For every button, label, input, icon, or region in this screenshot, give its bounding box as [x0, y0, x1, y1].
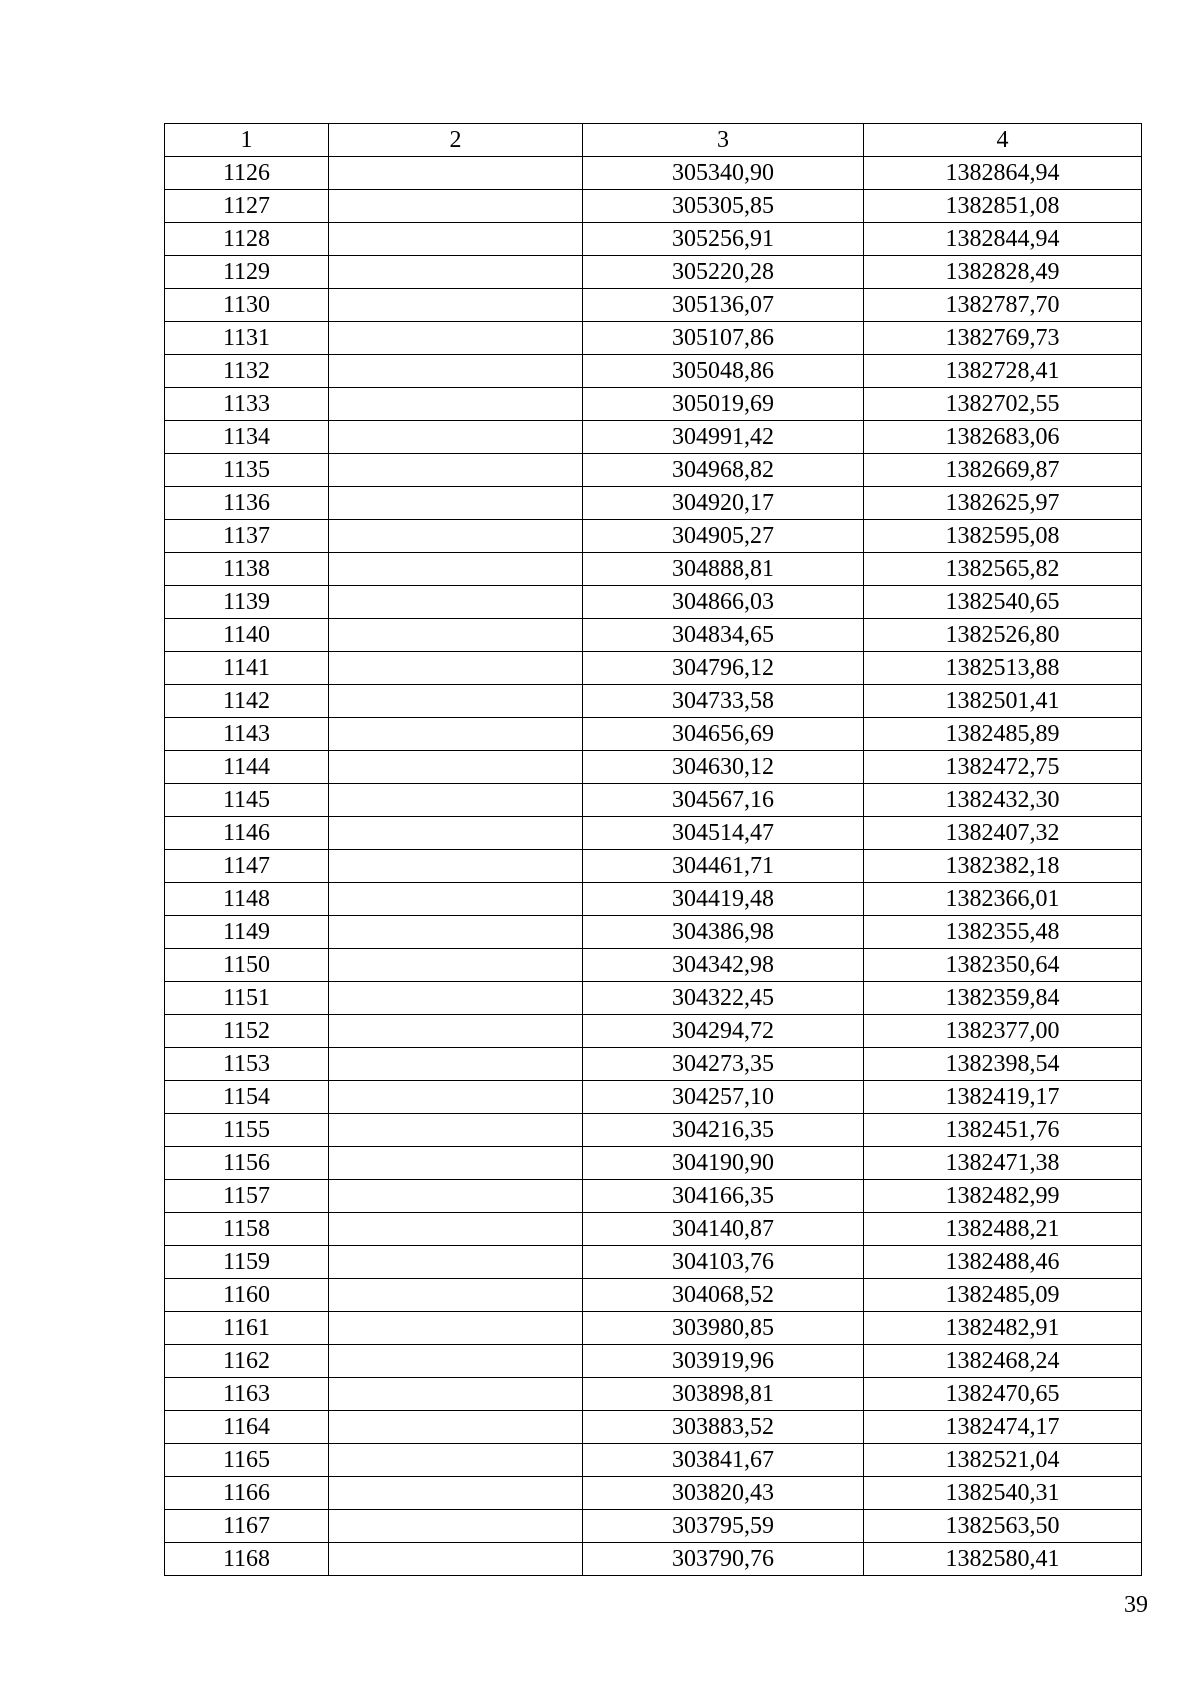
description-cell	[329, 916, 583, 949]
description-cell	[329, 1147, 583, 1180]
coordinate-y-cell: 1382485,89	[864, 718, 1142, 751]
coordinate-y-cell: 1382472,75	[864, 751, 1142, 784]
coordinate-x-cell: 305305,85	[583, 190, 864, 223]
coordinate-x-cell: 303790,76	[583, 1543, 864, 1576]
table-row	[165, 718, 1142, 751]
coordinate-y-cell: 1382563,50	[864, 1510, 1142, 1543]
coordinate-y-cell: 1382398,54	[864, 1048, 1142, 1081]
point-number-cell: 1152	[165, 1015, 329, 1048]
point-number-cell: 1126	[165, 157, 329, 190]
description-cell	[329, 817, 583, 850]
description-cell	[329, 1345, 583, 1378]
coordinate-y-cell: 1382488,46	[864, 1246, 1142, 1279]
coordinate-y-cell: 1382828,49	[864, 256, 1142, 289]
description-cell	[329, 685, 583, 718]
coordinate-y-cell: 1382683,06	[864, 421, 1142, 454]
table-row	[165, 916, 1142, 949]
coordinate-x-cell: 303919,96	[583, 1345, 864, 1378]
coordinate-y-cell: 1382488,21	[864, 1213, 1142, 1246]
coordinate-x-cell: 304294,72	[583, 1015, 864, 1048]
coordinate-x-cell: 304888,81	[583, 553, 864, 586]
coordinate-y-cell: 1382359,84	[864, 982, 1142, 1015]
coordinate-x-cell: 305048,86	[583, 355, 864, 388]
coordinate-x-cell: 303795,59	[583, 1510, 864, 1543]
coordinate-y-cell: 1382382,18	[864, 850, 1142, 883]
description-cell	[329, 949, 583, 982]
point-number-cell: 1151	[165, 982, 329, 1015]
table-row	[165, 982, 1142, 1015]
point-number-cell: 1139	[165, 586, 329, 619]
page-number: 39	[1124, 1592, 1148, 1618]
description-cell	[329, 1444, 583, 1477]
point-number-cell: 1163	[165, 1378, 329, 1411]
coordinates-table	[164, 123, 1142, 1576]
point-number-cell: 1131	[165, 322, 329, 355]
description-cell	[329, 1510, 583, 1543]
description-cell	[329, 1378, 583, 1411]
coordinate-y-cell: 1382728,41	[864, 355, 1142, 388]
description-cell	[329, 223, 583, 256]
coordinate-y-cell: 1382669,87	[864, 454, 1142, 487]
coordinate-x-cell: 304386,98	[583, 916, 864, 949]
table-header	[165, 124, 1142, 157]
coordinate-x-cell: 304140,87	[583, 1213, 864, 1246]
table-row	[165, 1411, 1142, 1444]
table-row	[165, 949, 1142, 982]
point-number-cell: 1157	[165, 1180, 329, 1213]
coordinate-x-cell: 304630,12	[583, 751, 864, 784]
coordinate-x-cell: 303883,52	[583, 1411, 864, 1444]
point-number-cell: 1162	[165, 1345, 329, 1378]
coordinate-x-cell: 304190,90	[583, 1147, 864, 1180]
point-number-cell: 1145	[165, 784, 329, 817]
description-cell	[329, 388, 583, 421]
description-cell	[329, 883, 583, 916]
table-row	[165, 1015, 1142, 1048]
point-number-cell: 1147	[165, 850, 329, 883]
table-row	[165, 223, 1142, 256]
table-row	[165, 1246, 1142, 1279]
coordinate-x-cell: 304968,82	[583, 454, 864, 487]
header-col-1: 1	[165, 124, 329, 157]
description-cell	[329, 322, 583, 355]
coordinate-x-cell: 305136,07	[583, 289, 864, 322]
table-row	[165, 1444, 1142, 1477]
coordinate-x-cell: 304866,03	[583, 586, 864, 619]
description-cell	[329, 1543, 583, 1576]
point-number-cell: 1146	[165, 817, 329, 850]
coordinate-y-cell: 1382580,41	[864, 1543, 1142, 1576]
point-number-cell: 1129	[165, 256, 329, 289]
description-cell	[329, 1180, 583, 1213]
point-number-cell: 1159	[165, 1246, 329, 1279]
table-row	[165, 685, 1142, 718]
description-cell	[329, 751, 583, 784]
coordinate-x-cell: 303841,67	[583, 1444, 864, 1477]
point-number-cell: 1144	[165, 751, 329, 784]
table-row	[165, 388, 1142, 421]
point-number-cell: 1148	[165, 883, 329, 916]
table-row	[165, 850, 1142, 883]
coordinate-x-cell: 304419,48	[583, 883, 864, 916]
coordinate-x-cell: 305107,86	[583, 322, 864, 355]
point-number-cell: 1150	[165, 949, 329, 982]
coordinate-x-cell: 305220,28	[583, 256, 864, 289]
coordinate-x-cell: 304733,58	[583, 685, 864, 718]
coordinate-y-cell: 1382864,94	[864, 157, 1142, 190]
point-number-cell: 1138	[165, 553, 329, 586]
description-cell	[329, 1411, 583, 1444]
point-number-cell: 1134	[165, 421, 329, 454]
coordinate-y-cell: 1382540,31	[864, 1477, 1142, 1510]
coordinate-x-cell: 305256,91	[583, 223, 864, 256]
coordinate-y-cell: 1382419,17	[864, 1081, 1142, 1114]
coordinate-y-cell: 1382540,65	[864, 586, 1142, 619]
point-number-cell: 1132	[165, 355, 329, 388]
table-row	[165, 322, 1142, 355]
description-cell	[329, 586, 583, 619]
description-cell	[329, 553, 583, 586]
coordinate-y-cell: 1382565,82	[864, 553, 1142, 586]
point-number-cell: 1137	[165, 520, 329, 553]
header-col-3: 3	[583, 124, 864, 157]
table-row	[165, 1279, 1142, 1312]
point-number-cell: 1160	[165, 1279, 329, 1312]
description-cell	[329, 190, 583, 223]
coordinate-y-cell: 1382407,32	[864, 817, 1142, 850]
description-cell	[329, 1015, 583, 1048]
table-row	[165, 1312, 1142, 1345]
coordinate-y-cell: 1382595,08	[864, 520, 1142, 553]
description-cell	[329, 289, 583, 322]
point-number-cell: 1165	[165, 1444, 329, 1477]
table-row	[165, 520, 1142, 553]
point-number-cell: 1130	[165, 289, 329, 322]
point-number-cell: 1155	[165, 1114, 329, 1147]
point-number-cell: 1158	[165, 1213, 329, 1246]
coordinate-y-cell: 1382366,01	[864, 883, 1142, 916]
table-row	[165, 1180, 1142, 1213]
coordinate-y-cell: 1382474,17	[864, 1411, 1142, 1444]
description-cell	[329, 355, 583, 388]
description-cell	[329, 157, 583, 190]
point-number-cell: 1161	[165, 1312, 329, 1345]
coordinate-x-cell: 304342,98	[583, 949, 864, 982]
coordinate-x-cell: 303980,85	[583, 1312, 864, 1345]
coordinate-x-cell: 304273,35	[583, 1048, 864, 1081]
coordinate-y-cell: 1382851,08	[864, 190, 1142, 223]
table-row	[165, 619, 1142, 652]
coordinate-y-cell: 1382482,91	[864, 1312, 1142, 1345]
description-cell	[329, 619, 583, 652]
coordinate-y-cell: 1382787,70	[864, 289, 1142, 322]
coordinate-y-cell: 1382485,09	[864, 1279, 1142, 1312]
coordinate-x-cell: 304514,47	[583, 817, 864, 850]
table-row	[165, 421, 1142, 454]
coordinate-x-cell: 304166,35	[583, 1180, 864, 1213]
description-cell	[329, 454, 583, 487]
coordinate-x-cell: 304216,35	[583, 1114, 864, 1147]
description-cell	[329, 520, 583, 553]
description-cell	[329, 982, 583, 1015]
point-number-cell: 1140	[165, 619, 329, 652]
table-row	[165, 553, 1142, 586]
point-number-cell: 1141	[165, 652, 329, 685]
point-number-cell: 1153	[165, 1048, 329, 1081]
point-number-cell: 1167	[165, 1510, 329, 1543]
header-col-4: 4	[864, 124, 1142, 157]
coordinate-x-cell: 303898,81	[583, 1378, 864, 1411]
point-number-cell: 1127	[165, 190, 329, 223]
table-row	[165, 190, 1142, 223]
coordinate-y-cell: 1382769,73	[864, 322, 1142, 355]
description-cell	[329, 1081, 583, 1114]
table-row	[165, 1081, 1142, 1114]
coordinate-x-cell: 304257,10	[583, 1081, 864, 1114]
coordinate-x-cell: 304103,76	[583, 1246, 864, 1279]
table-row	[165, 1213, 1142, 1246]
coordinate-y-cell: 1382350,64	[864, 949, 1142, 982]
coordinate-x-cell: 304920,17	[583, 487, 864, 520]
coordinate-y-cell: 1382355,48	[864, 916, 1142, 949]
description-cell	[329, 487, 583, 520]
coordinate-x-cell: 304796,12	[583, 652, 864, 685]
coordinate-y-cell: 1382625,97	[864, 487, 1142, 520]
coordinate-y-cell: 1382482,99	[864, 1180, 1142, 1213]
table-row	[165, 1345, 1142, 1378]
description-cell	[329, 1279, 583, 1312]
point-number-cell: 1142	[165, 685, 329, 718]
table-row	[165, 1477, 1142, 1510]
description-cell	[329, 1213, 583, 1246]
table-row	[165, 289, 1142, 322]
description-cell	[329, 256, 583, 289]
header-col-2: 2	[329, 124, 583, 157]
description-cell	[329, 421, 583, 454]
point-number-cell: 1166	[165, 1477, 329, 1510]
coordinate-y-cell: 1382377,00	[864, 1015, 1142, 1048]
table-row	[165, 1543, 1142, 1576]
description-cell	[329, 784, 583, 817]
coordinate-x-cell: 304905,27	[583, 520, 864, 553]
coordinate-y-cell: 1382844,94	[864, 223, 1142, 256]
coordinate-y-cell: 1382526,80	[864, 619, 1142, 652]
table-row	[165, 454, 1142, 487]
coordinate-x-cell: 304068,52	[583, 1279, 864, 1312]
coordinate-x-cell: 303820,43	[583, 1477, 864, 1510]
coordinate-x-cell: 304991,42	[583, 421, 864, 454]
coordinate-x-cell: 304461,71	[583, 850, 864, 883]
header-row	[165, 124, 1142, 157]
coordinate-y-cell: 1382470,65	[864, 1378, 1142, 1411]
point-number-cell: 1136	[165, 487, 329, 520]
coordinate-y-cell: 1382702,55	[864, 388, 1142, 421]
coordinate-x-cell: 304656,69	[583, 718, 864, 751]
description-cell	[329, 1312, 583, 1345]
coordinate-y-cell: 1382521,04	[864, 1444, 1142, 1477]
table-row	[165, 817, 1142, 850]
point-number-cell: 1128	[165, 223, 329, 256]
description-cell	[329, 1246, 583, 1279]
coordinate-y-cell: 1382432,30	[864, 784, 1142, 817]
point-number-cell: 1143	[165, 718, 329, 751]
point-number-cell: 1164	[165, 1411, 329, 1444]
table-row	[165, 883, 1142, 916]
table-row	[165, 1147, 1142, 1180]
table-row	[165, 1378, 1142, 1411]
point-number-cell: 1168	[165, 1543, 329, 1576]
description-cell	[329, 652, 583, 685]
point-number-cell: 1135	[165, 454, 329, 487]
coordinate-x-cell: 304567,16	[583, 784, 864, 817]
coordinate-y-cell: 1382471,38	[864, 1147, 1142, 1180]
table-row	[165, 784, 1142, 817]
point-number-cell: 1149	[165, 916, 329, 949]
table-row	[165, 157, 1142, 190]
description-cell	[329, 1477, 583, 1510]
description-cell	[329, 1048, 583, 1081]
coordinate-x-cell: 304322,45	[583, 982, 864, 1015]
coordinate-y-cell: 1382513,88	[864, 652, 1142, 685]
coordinate-x-cell: 304834,65	[583, 619, 864, 652]
point-number-cell: 1133	[165, 388, 329, 421]
coordinate-x-cell: 305019,69	[583, 388, 864, 421]
table-row	[165, 355, 1142, 388]
table-row	[165, 1114, 1142, 1147]
coordinate-y-cell: 1382468,24	[864, 1345, 1142, 1378]
table-row	[165, 751, 1142, 784]
description-cell	[329, 1114, 583, 1147]
table-row	[165, 1048, 1142, 1081]
description-cell	[329, 718, 583, 751]
description-cell	[329, 850, 583, 883]
table-row	[165, 487, 1142, 520]
point-number-cell: 1154	[165, 1081, 329, 1114]
table-row	[165, 1510, 1142, 1543]
coordinate-y-cell: 1382451,76	[864, 1114, 1142, 1147]
table-row	[165, 652, 1142, 685]
table-row	[165, 586, 1142, 619]
coordinate-y-cell: 1382501,41	[864, 685, 1142, 718]
table-row	[165, 256, 1142, 289]
table-body	[165, 157, 1142, 1576]
point-number-cell: 1156	[165, 1147, 329, 1180]
coordinate-x-cell: 305340,90	[583, 157, 864, 190]
